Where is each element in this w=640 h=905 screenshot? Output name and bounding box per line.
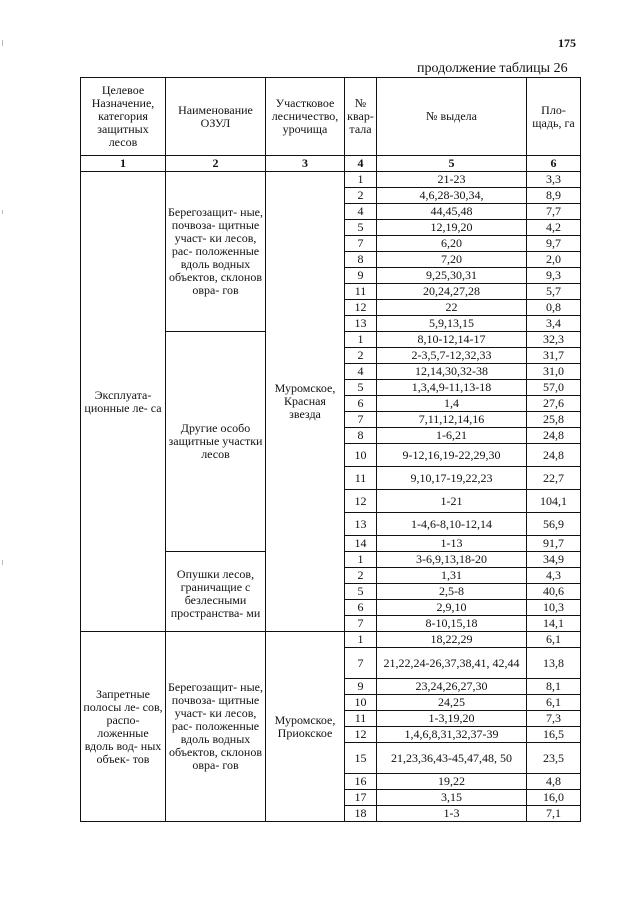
header-forestry: Участковое лесничество, урочища — [266, 78, 345, 156]
quarter-cell: 13 — [345, 513, 377, 536]
quarter-cell: 5 — [345, 380, 377, 396]
ozul-cell: Опушки лесов, граничащие с безлесными пространства- ми — [166, 552, 266, 632]
area-cell: 10,3 — [527, 600, 581, 616]
area-cell: 9,3 — [527, 268, 581, 284]
allotment-cell: 3-6,9,13,18-20 — [377, 552, 527, 568]
protective-forests-table — [80, 77, 581, 822]
quarter-cell: 11 — [345, 284, 377, 300]
quarter-cell: 14 — [345, 536, 377, 552]
ozul-cell: Берегозащит- ные, почвоза- щитные участ- ки лесов, рас- положенные вдоль водных объектов, склонов овра- гов — [166, 172, 266, 332]
area-cell: 16,0 — [527, 790, 581, 806]
area-cell: 27,6 — [527, 396, 581, 412]
ozul-cell: Другие особо защитные участки лесов — [166, 332, 266, 552]
area-cell: 24,8 — [527, 428, 581, 444]
forestry-cell: Муромское, Приокское — [266, 632, 345, 822]
purpose-cell: Запретные полосы ле- сов, распо- ложенные вдоль вод- ных объек- тов — [81, 632, 166, 822]
forestry-cell: Муромское, Красная звезда — [266, 172, 345, 632]
area-cell: 25,8 — [527, 412, 581, 428]
quarter-cell: 12 — [345, 727, 377, 743]
allotment-cell: 1-3,19,20 — [377, 711, 527, 727]
purpose-cell: Эксплуата- ционные ле- са — [81, 172, 166, 632]
allotment-cell: 19,22 — [377, 774, 527, 790]
allotment-cell: 12,14,30,32-38 — [377, 364, 527, 380]
quarter-cell: 18 — [345, 806, 377, 822]
area-cell: 4,8 — [527, 774, 581, 790]
header-ozul-name: Наименование ОЗУЛ — [166, 78, 266, 156]
quarter-cell: 2 — [345, 568, 377, 584]
quarter-cell: 2 — [345, 188, 377, 204]
allotment-cell: 21-23 — [377, 172, 527, 188]
allotment-cell: 8,10-12,14-17 — [377, 332, 527, 348]
area-cell: 24,8 — [527, 444, 581, 467]
allotment-cell: 6,20 — [377, 236, 527, 252]
area-cell: 31,0 — [527, 364, 581, 380]
area-cell: 9,7 — [527, 236, 581, 252]
area-cell: 23,5 — [527, 743, 581, 774]
quarter-cell: 12 — [345, 300, 377, 316]
area-cell: 13,8 — [527, 648, 581, 679]
scan-mark — [2, 40, 3, 46]
area-cell: 16,5 — [527, 727, 581, 743]
column-number: 4 — [345, 156, 377, 172]
quarter-cell: 9 — [345, 268, 377, 284]
quarter-cell: 17 — [345, 790, 377, 806]
area-cell: 31,7 — [527, 348, 581, 364]
area-cell: 7,7 — [527, 204, 581, 220]
allotment-cell: 7,20 — [377, 252, 527, 268]
table-continuation-label: продолжение таблицы 26 — [417, 61, 568, 76]
area-cell: 22,7 — [527, 467, 581, 490]
quarter-cell: 15 — [345, 743, 377, 774]
area-cell: 7,3 — [527, 711, 581, 727]
allotment-cell: 1-21 — [377, 490, 527, 513]
column-number: 2 — [166, 156, 266, 172]
quarter-cell: 16 — [345, 774, 377, 790]
allotment-cell: 1-6,21 — [377, 428, 527, 444]
quarter-cell: 4 — [345, 204, 377, 220]
allotment-cell: 5,9,13,15 — [377, 316, 527, 332]
allotment-cell: 1,4 — [377, 396, 527, 412]
allotment-cell: 1-3 — [377, 806, 527, 822]
allotment-cell: 2-3,5,7-12,32,33 — [377, 348, 527, 364]
header-quarter: № квар- тала — [345, 78, 377, 156]
quarter-cell: 1 — [345, 552, 377, 568]
allotment-cell: 21,23,36,43-45,47,48, 50 — [377, 743, 527, 774]
allotment-cell: 2,5-8 — [377, 584, 527, 600]
quarter-cell: 5 — [345, 220, 377, 236]
quarter-cell: 8 — [345, 252, 377, 268]
area-cell: 14,1 — [527, 616, 581, 632]
quarter-cell: 6 — [345, 600, 377, 616]
column-number: 6 — [527, 156, 581, 172]
allotment-cell: 23,24,26,27,30 — [377, 679, 527, 695]
header-purpose: Целевое Назначение, категория защитных лесов — [81, 78, 166, 156]
column-number: 1 — [81, 156, 166, 172]
area-cell: 3,3 — [527, 172, 581, 188]
allotment-cell: 24,25 — [377, 695, 527, 711]
allotment-cell: 9,10,17-19,22,23 — [377, 467, 527, 490]
allotment-cell: 1,31 — [377, 568, 527, 584]
area-cell: 4,3 — [527, 568, 581, 584]
allotment-cell: 8-10,15,18 — [377, 616, 527, 632]
allotment-cell: 1,4,6,8,31,32,37-39 — [377, 727, 527, 743]
quarter-cell: 4 — [345, 364, 377, 380]
column-number: 3 — [266, 156, 345, 172]
quarter-cell: 6 — [345, 396, 377, 412]
quarter-cell: 1 — [345, 172, 377, 188]
quarter-cell: 7 — [345, 616, 377, 632]
allotment-cell: 12,19,20 — [377, 220, 527, 236]
quarter-cell: 7 — [345, 236, 377, 252]
quarter-cell: 1 — [345, 332, 377, 348]
area-cell: 57,0 — [527, 380, 581, 396]
area-cell: 6,1 — [527, 695, 581, 711]
area-cell: 91,7 — [527, 536, 581, 552]
quarter-cell: 11 — [345, 711, 377, 727]
area-cell: 8,9 — [527, 188, 581, 204]
area-cell: 8,1 — [527, 679, 581, 695]
allotment-cell: 1-4,6-8,10-12,14 — [377, 513, 527, 536]
header-allotment: № выдела — [377, 78, 527, 156]
area-cell: 0,8 — [527, 300, 581, 316]
header-area: Пло- щадь, га — [527, 78, 581, 156]
area-cell: 4,2 — [527, 220, 581, 236]
scan-mark — [2, 210, 3, 214]
allotment-cell: 7,11,12,14,16 — [377, 412, 527, 428]
allotment-cell: 20,24,27,28 — [377, 284, 527, 300]
quarter-cell: 13 — [345, 316, 377, 332]
quarter-cell: 10 — [345, 444, 377, 467]
area-cell: 2,0 — [527, 252, 581, 268]
quarter-cell: 5 — [345, 584, 377, 600]
area-cell: 40,6 — [527, 584, 581, 600]
area-cell: 5,7 — [527, 284, 581, 300]
area-cell: 3,4 — [527, 316, 581, 332]
quarter-cell: 7 — [345, 412, 377, 428]
quarter-cell: 2 — [345, 348, 377, 364]
quarter-cell: 11 — [345, 467, 377, 490]
quarter-cell: 1 — [345, 632, 377, 648]
allotment-cell: 4,6,28-30,34, — [377, 188, 527, 204]
allotment-cell: 2,9,10 — [377, 600, 527, 616]
scan-mark — [2, 560, 3, 565]
area-cell: 56,9 — [527, 513, 581, 536]
allotment-cell: 21,22,24-26,37,38,41, 42,44 — [377, 648, 527, 679]
ozul-cell: Берегозащит- ные, почвоза- щитные участ- ки лесов, рас- положенные вдоль водных объектов, склонов овра- гов — [166, 632, 266, 822]
allotment-cell: 9-12,16,19-22,29,30 — [377, 444, 527, 467]
allotment-cell: 9,25,30,31 — [377, 268, 527, 284]
allotment-cell: 3,15 — [377, 790, 527, 806]
page-number: 175 — [558, 36, 576, 50]
quarter-cell: 10 — [345, 695, 377, 711]
allotment-cell: 1-13 — [377, 536, 527, 552]
quarter-cell: 8 — [345, 428, 377, 444]
area-cell: 7,1 — [527, 806, 581, 822]
quarter-cell: 9 — [345, 679, 377, 695]
quarter-cell: 7 — [345, 648, 377, 679]
area-cell: 104,1 — [527, 490, 581, 513]
allotment-cell: 1,3,4,9-11,13-18 — [377, 380, 527, 396]
area-cell: 6,1 — [527, 632, 581, 648]
area-cell: 32,3 — [527, 332, 581, 348]
allotment-cell: 18,22,29 — [377, 632, 527, 648]
quarter-cell: 12 — [345, 490, 377, 513]
allotment-cell: 44,45,48 — [377, 204, 527, 220]
column-number: 5 — [377, 156, 527, 172]
allotment-cell: 22 — [377, 300, 527, 316]
area-cell: 34,9 — [527, 552, 581, 568]
